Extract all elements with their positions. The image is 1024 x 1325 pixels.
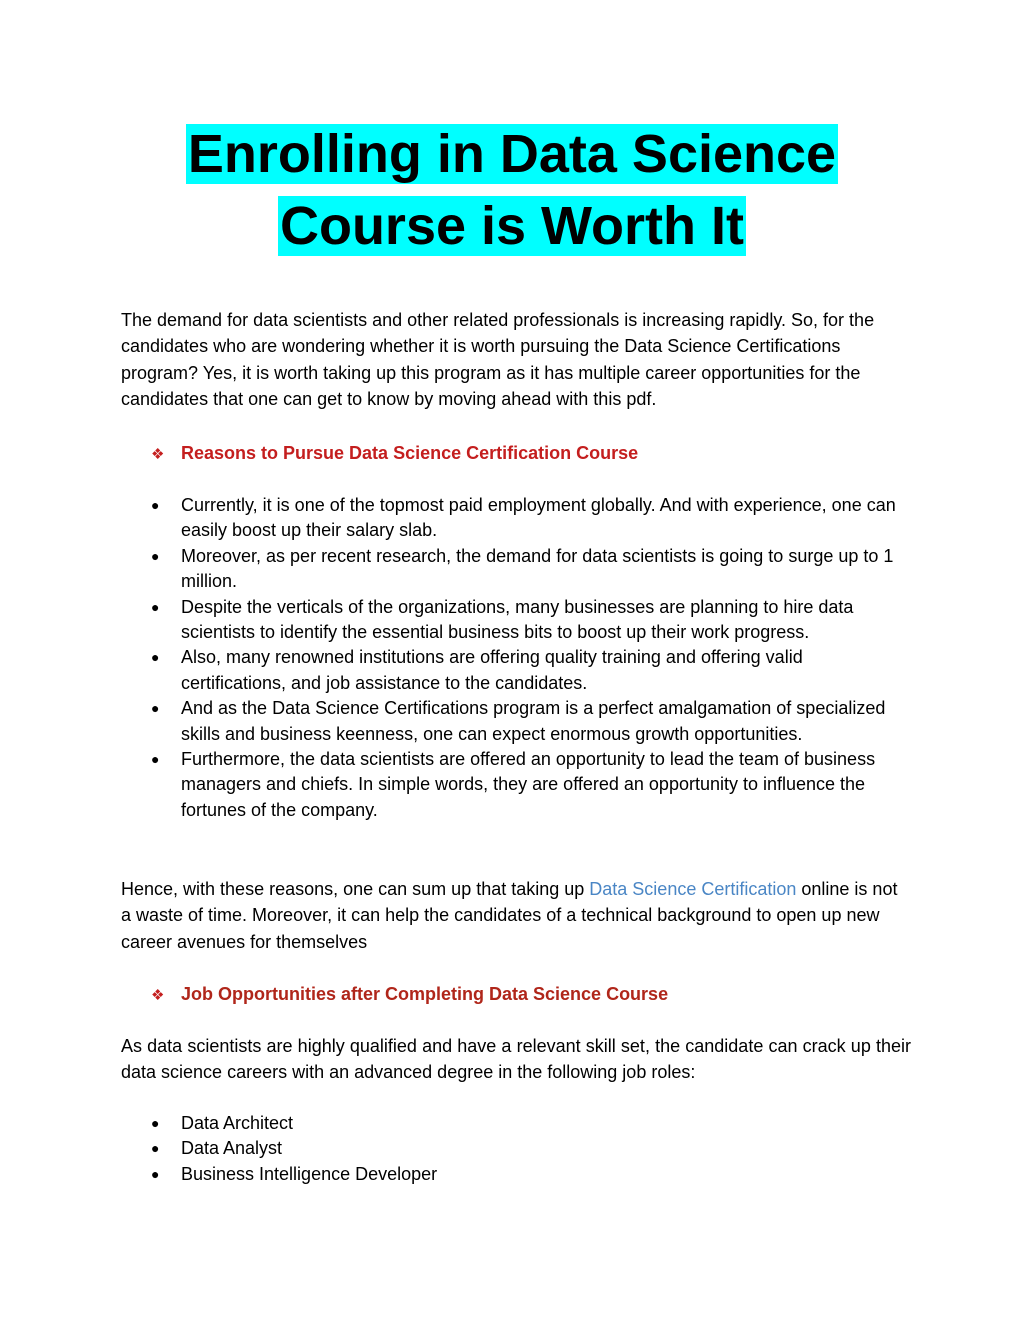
diamond-bullet-icon: ❖	[151, 987, 165, 1004]
bullet-dot-icon: ●	[151, 598, 160, 615]
bullet-dot-icon: ●	[151, 649, 160, 666]
section-heading-reasons	[151, 440, 638, 468]
section-heading-jobs	[151, 981, 668, 1009]
data-science-certification-link[interactable]: Data Science Certification	[589, 879, 797, 899]
list-item: ● Currently, it is one of the topmost paid employment globally. And with experience, one can easily boost up their salary slab.	[151, 495, 896, 541]
bullet-dot-icon: ●	[151, 1115, 160, 1131]
section-heading-reasons-text: Reasons to Pursue Data Science Certification Course	[181, 443, 639, 463]
list-item: ● Business Intelligence Developer	[151, 1162, 911, 1187]
bullet-dot-icon: ●	[151, 751, 160, 768]
list-item: ● Moreover, as per recent research, the demand for data scientists is going to surge up to 1 million.	[151, 545, 894, 592]
intro-paragraph: The demand for data scientists and other related professionals is increasing rapidly. So, for the candidates who are wondering whether it is worth pursuing the Data Science Certifications program? Yes, it is worth taking up this program as it has multiple career opportunities for the candidates that one can get to know by moving ahead with this pdf.	[121, 310, 875, 409]
jobs-intro-paragraph: As data scientists are highly qualified and have a relevant skill set, the candidate can crack up their data science careers with an advanced degree in the following job roles:	[121, 1036, 911, 1083]
list-item: ● Also, many renowned institutions are offering quality training and offering valid certifications, and job assistance to the candidates.	[151, 647, 803, 693]
list-item: ● Data Architect	[151, 1111, 911, 1136]
list-item: ● Despite the verticals of the organizations, many businesses are planning to hire data scientists to identify the essential business bits to boost up their work progress.	[151, 596, 854, 643]
section-heading-jobs-text: Job Opportunities after Completing Data Science Course	[181, 984, 669, 1004]
bullet-dot-icon: ●	[151, 1165, 160, 1182]
list-item: ● Furthermore, the data scientists are offered an opportunity to lead the team of business managers and chiefs. In simple words, they are offered an opportunity to influence the fortunes of the company.	[151, 749, 876, 820]
bullet-dot-icon: ●	[151, 700, 160, 717]
bullet-dot-icon: ●	[151, 1140, 160, 1157]
page-title	[0, 118, 1024, 262]
bullet-dot-icon: ●	[151, 547, 160, 564]
list-item: ● And as the Data Science Certifications program is a perfect amalgamation of specialized skills and business keenness, one can expect enormous growth opportunities.	[151, 698, 886, 744]
conclusion-paragraph: Hence, with these reasons, one can sum up that taking up Data Science Certification online is not a waste of time. Moreover, it can help the candidates of a technical background to open up new career avenues for themselves	[121, 879, 898, 952]
title-line-1: Enrolling in Data Science	[187, 124, 837, 184]
title-line-2: Course is Worth It	[279, 196, 745, 256]
list-item: ● Data Analyst	[151, 1136, 911, 1161]
reasons-list	[151, 493, 911, 823]
job-roles-list	[151, 1111, 911, 1187]
bullet-dot-icon: ●	[151, 497, 160, 513]
diamond-bullet-icon: ❖	[151, 446, 165, 463]
